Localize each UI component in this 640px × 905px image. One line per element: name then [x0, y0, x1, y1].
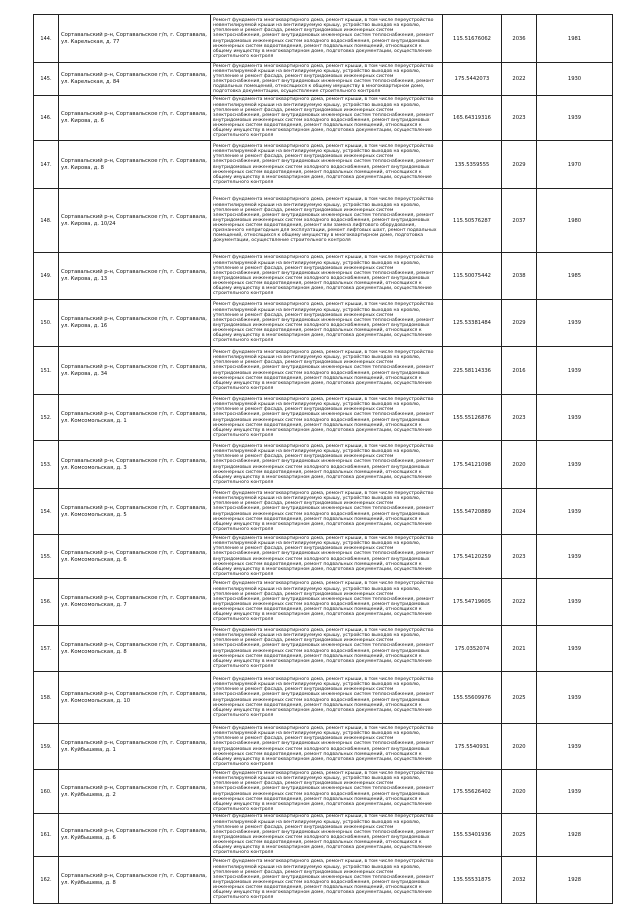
row-cost: 175.54121098	[443, 441, 502, 489]
row-plan-year: 2022	[502, 579, 537, 626]
table-row	[34, 535, 613, 579]
row-build-year: 1985	[537, 253, 613, 300]
row-plan-year: 2029	[502, 300, 537, 347]
row-works: Ремонт фундамента многоквартирного дома, ремонт крыши, в том числе переустройство невентилируемой крыши на вентилируемую крышу, устройство выходов на кровлю, утепление и ремонт фасада, ремонт внутридомовых инженерных систем электроснабжения, ремонт внутридомовых инженерных систем теплоснабжения, ремонт внутридомовых инженерных систем холодного водоснабжения, ремонт внутридомовых инженерных систем водоотведения, ремонт подвальных помещений, относящихся к общему имуществу в многоквартирном доме, подготовка документации, осуществление строительного контроля	[211, 141, 443, 189]
row-address: Сортавальский р-н, Сортавальское г/п, г. Сортавала, ул. Куйбышева, д. 2	[59, 770, 211, 814]
table-row	[34, 63, 613, 96]
table-row	[34, 814, 613, 857]
row-build-year: 1928	[537, 814, 613, 857]
row-number: 154.	[34, 489, 59, 535]
row-cost: 135.5359555	[443, 141, 502, 189]
row-build-year: 1939	[537, 489, 613, 535]
row-build-year: 1970	[537, 141, 613, 189]
row-cost: 115.50576287	[443, 189, 502, 253]
row-works: Ремонт фундамента многоквартирного дома, ремонт крыши, в том числе переустройство невентилируемой крыши на вентилируемую крышу, устройство выходов на кровлю, утепление и ремонт фасада, ремонт внутридомовых инженерных систем электроснабжения, ремонт внутридомовых инженерных систем теплоснабжения, ремонт внутридомовых инженерных систем холодного водоснабжения, ремонт внутридомовых инженерных систем водоотведения, ремонт подвальных помещений, относящихся к общему имуществу в многоквартирном доме, подготовка документации, осуществление строительного контроля	[211, 347, 443, 395]
row-address: Сортавальский р-н, Сортавальское г/п, г. Сортавала, ул. Куйбышева, д. 1	[59, 724, 211, 770]
row-plan-year: 2021	[502, 626, 537, 672]
row-works: Ремонт фундамента многоквартирного дома, ремонт крыши, в том числе переустройство невентилируемой крыши на вентилируемую крышу, устройство выходов на кровлю, утепление и ремонт фасада, ремонт внутридомовых инженерных систем электроснабжения, ремонт внутридомовых инженерных систем теплоснабжения, ремонт внутридомовых инженерных систем холодного водоснабжения, ремонт внутридомовых инженерных систем водоотведения, ремонт подвальных помещений, относящихся к общему имуществу в многоквартирном доме, подготовка документации, осуществление строительного контроля	[211, 15, 443, 63]
row-build-year: 1939	[537, 579, 613, 626]
table-row	[34, 253, 613, 300]
row-plan-year: 2038	[502, 253, 537, 300]
row-number: 145.	[34, 63, 59, 96]
row-address: Сортавальский р-н, Сортавальское г/п, г. Сортавала, ул. Кирова, д. 10/24	[59, 189, 211, 253]
row-cost: 175.0352074	[443, 626, 502, 672]
row-number: 144.	[34, 15, 59, 63]
row-cost: 115.51676062	[443, 15, 502, 63]
row-works: Ремонт фундамента многоквартирного дома, ремонт крыши, в том числе переустройство невентилируемой крыши на вентилируемую крышу, устройство выходов на кровлю, утепление и ремонт фасада, ремонт внутридомовых инженерных систем электроснабжения, ремонт внутридомовых инженерных систем теплоснабжения, ремонт внутридомовых инженерных систем холодного водоснабжения, ремонт внутридомовых инженерных систем водоотведения, ремонт подвальных помещений, относящихся к общему имуществу в многоквартирном доме, подготовка документации, осуществление строительного контроля	[211, 96, 443, 141]
row-works: Ремонт фундамента многоквартирного дома, ремонт крыши, в том числе переустройство невентилируемой крыши на вентилируемую крышу, устройство выходов на кровлю, утепление и ремонт фасада, ремонт внутридомовых инженерных систем электроснабжения, ремонт внутридомовых инженерных систем теплоснабжения, ремонт подвальных помещений, относящихся к общему имуществу в многоквартирном доме, подготовка документации, осуществление строительного контроля	[211, 63, 443, 96]
table-row	[34, 395, 613, 441]
row-plan-year: 2025	[502, 814, 537, 857]
row-address: Сортавальский р-н, Сортавальское г/п, г. Сортавала, ул. Куйбышева, д. 6	[59, 814, 211, 857]
row-address: Сортавальский р-н, Сортавальское г/п, г. Сортавала, ул. Кирова, д. 16	[59, 300, 211, 347]
row-build-year: 1939	[537, 441, 613, 489]
row-build-year: 1930	[537, 63, 613, 96]
row-cost: 135.55531875	[443, 857, 502, 904]
table-row	[34, 441, 613, 489]
row-build-year: 1981	[537, 15, 613, 63]
row-number: 156.	[34, 579, 59, 626]
row-address: Сортавальский р-н, Сортавальское г/п, г. Сортавала, ул. Комсомольская, д. 5	[59, 489, 211, 535]
row-address: Сортавальский р-н, Сортавальское г/п, г. Сортавала, ул. Карельская, д. 77	[59, 15, 211, 63]
row-works: Ремонт фундамента многоквартирного дома, ремонт крыши, в том числе переустройство невентилируемой крыши на вентилируемую крышу, устройство выходов на кровлю, утепление и ремонт фасада, ремонт внутридомовых инженерных систем электроснабжения, ремонт внутридомовых инженерных систем теплоснабжения, ремонт внутридомовых инженерных систем холодного водоснабжения, ремонт внутридомовых инженерных систем водоотведения, ремонт подвальных помещений, относящихся к общему имуществу в многоквартирном доме, подготовка документации, осуществление строительного контроля	[211, 300, 443, 347]
row-address: Сортавальский р-н, Сортавальское г/п, г. Сортавала, ул. Карельская, д. 84	[59, 63, 211, 96]
row-address: Сортавальский р-н, Сортавальское г/п, г. Сортавала, ул. Кирова, д. 8	[59, 141, 211, 189]
table-row	[34, 489, 613, 535]
row-works: Ремонт фундамента многоквартирного дома, ремонт крыши, в том числе переустройство невентилируемой крыши на вентилируемую крышу, устройство выходов на кровлю, утепление и ремонт фасада, ремонт внутридомовых инженерных систем электроснабжения, ремонт внутридомовых инженерных систем теплоснабжения, ремонт внутридомовых инженерных систем холодного водоснабжения, ремонт внутридомовых инженерных систем водоотведения, ремонт подвальных помещений, относящихся к общему имуществу в многоквартирном доме, подготовка документации, осуществление строительного контроля	[211, 626, 443, 672]
row-cost: 155.55609976	[443, 672, 502, 724]
row-cost: 175.54120259	[443, 535, 502, 579]
row-works: Ремонт фундамента многоквартирного дома, ремонт крыши, в том числе переустройство невентилируемой крыши на вентилируемую крышу, устройство выходов на кровлю, утепление и ремонт фасада, ремонт внутридомовых инженерных систем электроснабжения, ремонт внутридомовых инженерных систем теплоснабжения, ремонт внутридомовых инженерных систем холодного водоснабжения, ремонт внутридомовых инженерных систем водоотведения, ремонт подвальных помещений, относящихся к общему имуществу в многоквартирном доме, подготовка документации, осуществление строительного контроля	[211, 489, 443, 535]
row-address: Сортавальский р-н, Сортавальское г/п, г. Сортавала, ул. Кирова, д. 6	[59, 96, 211, 141]
row-address: Сортавальский р-н, Сортавальское г/п, г. Сортавала, ул. Кирова, д. 13	[59, 253, 211, 300]
table-row	[34, 724, 613, 770]
row-cost: 155.55126876	[443, 395, 502, 441]
row-number: 151.	[34, 347, 59, 395]
row-cost: 165.64319316	[443, 96, 502, 141]
row-number: 147.	[34, 141, 59, 189]
row-number: 158.	[34, 672, 59, 724]
row-plan-year: 2036	[502, 15, 537, 63]
row-works: Ремонт фундамента многоквартирного дома, ремонт крыши, в том числе переустройство невентилируемой крыши на вентилируемую крышу, устройство выходов на кровлю, утепление и ремонт фасада, ремонт внутридомовых инженерных систем электроснабжения, ремонт внутридомовых инженерных систем теплоснабжения, ремонт внутридомовых инженерных систем холодного водоснабжения, ремонт внутридомовых инженерных систем водоотведения, ремонт подвальных помещений, относящихся к общему имуществу в многоквартирном доме, подготовка документации, осуществление строительного контроля	[211, 579, 443, 626]
row-address: Сортавальский р-н, Сортавальское г/п, г. Сортавала, ул. Куйбышева, д. 8	[59, 857, 211, 904]
row-number: 146.	[34, 96, 59, 141]
row-number: 152.	[34, 395, 59, 441]
row-cost: 125.53381484	[443, 300, 502, 347]
row-number: 148.	[34, 189, 59, 253]
table-row	[34, 672, 613, 724]
row-plan-year: 2020	[502, 724, 537, 770]
row-address: Сортавальский р-н, Сортавальское г/п, г. Сортавала, ул. Комсомольская, д. 10	[59, 672, 211, 724]
row-build-year: 1939	[537, 300, 613, 347]
row-works: Ремонт фундамента многоквартирного дома, ремонт крыши, в том числе переустройство невентилируемой крыши на вентилируемую крышу, устройство выходов на кровлю, утепление и ремонт фасада, ремонт внутридомовых инженерных систем электроснабжения, ремонт внутридомовых инженерных систем теплоснабжения, ремонт внутридомовых инженерных систем холодного водоснабжения, ремонт внутридомовых инженерных систем водоотведения, ремонт подвальных помещений, относящихся к общему имуществу в многоквартирном доме, подготовка документации, осуществление строительного контроля	[211, 672, 443, 724]
row-address: Сортавальский р-н, Сортавальское г/п, г. Сортавала, ул. Комсомольская, д. 8	[59, 626, 211, 672]
row-works: Ремонт фундамента многоквартирного дома, ремонт крыши, в том числе переустройство невентилируемой крыши на вентилируемую крышу, устройство выходов на кровлю, утепление и ремонт фасада, ремонт внутридомовых инженерных систем электроснабжения, ремонт внутридомовых инженерных систем теплоснабжения, ремонт внутридомовых инженерных систем холодного водоснабжения, ремонт внутридомовых инженерных систем водоотведения, ремонт или замена лифтового оборудования, признанного непригодным для эксплуатации, ремонт лифтовых шахт, ремонт подвальных помещений, относящихся к общему имуществу в многоквартирном доме, подготовка документации, осуществление строительного контроля	[211, 189, 443, 253]
table-body	[34, 15, 613, 904]
row-number: 161.	[34, 814, 59, 857]
row-number: 159.	[34, 724, 59, 770]
row-address: Сортавальский р-н, Сортавальское г/п, г. Сортавала, ул. Комсомольская, д. 7	[59, 579, 211, 626]
row-plan-year: 2029	[502, 141, 537, 189]
capital-repair-table	[33, 14, 613, 904]
table-row	[34, 347, 613, 395]
row-plan-year: 2022	[502, 63, 537, 96]
table-row	[34, 189, 613, 253]
row-cost: 225.58114336	[443, 347, 502, 395]
row-plan-year: 2023	[502, 395, 537, 441]
row-cost: 175.5442073	[443, 63, 502, 96]
row-number: 150.	[34, 300, 59, 347]
row-build-year: 1939	[537, 626, 613, 672]
row-plan-year: 2020	[502, 770, 537, 814]
row-cost: 115.50075442	[443, 253, 502, 300]
table-row	[34, 96, 613, 141]
table-row	[34, 857, 613, 904]
row-build-year: 1928	[537, 857, 613, 904]
row-build-year: 1939	[537, 672, 613, 724]
row-works: Ремонт фундамента многоквартирного дома, ремонт крыши, в том числе переустройство невентилируемой крыши на вентилируемую крышу, устройство выходов на кровлю, утепление и ремонт фасада, ремонт внутридомовых инженерных систем электроснабжения, ремонт внутридомовых инженерных систем теплоснабжения, ремонт внутридомовых инженерных систем холодного водоснабжения, ремонт внутридомовых инженерных систем водоотведения, ремонт подвальных помещений, относящихся к общему имуществу в многоквартирном доме, подготовка документации, осуществление строительного контроля	[211, 441, 443, 489]
row-cost: 155.53401936	[443, 814, 502, 857]
row-works: Ремонт фундамента многоквартирного дома, ремонт крыши, в том числе переустройство невентилируемой крыши на вентилируемую крышу, устройство выходов на кровлю, утепление и ремонт фасада, ремонт внутридомовых инженерных систем электроснабжения, ремонт внутридомовых инженерных систем теплоснабжения, ремонт внутридомовых инженерных систем холодного водоснабжения, ремонт внутридомовых инженерных систем водоотведения, ремонт подвальных помещений, относящихся к общему имуществу в многоквартирном доме, подготовка документации, осуществление строительного контроля	[211, 724, 443, 770]
row-plan-year: 2023	[502, 535, 537, 579]
table-row	[34, 300, 613, 347]
row-plan-year: 2016	[502, 347, 537, 395]
row-build-year: 1939	[537, 96, 613, 141]
row-works: Ремонт фундамента многоквартирного дома, ремонт крыши, в том числе переустройство невентилируемой крыши на вентилируемую крышу, устройство выходов на кровлю, утепление и ремонт фасада, ремонт внутридомовых инженерных систем электроснабжения, ремонт внутридомовых инженерных систем теплоснабжения, ремонт внутридомовых инженерных систем холодного водоснабжения, ремонт внутридомовых инженерных систем водоотведения, ремонт подвальных помещений, относящихся к общему имуществу в многоквартирном доме, подготовка документации, осуществление строительного контроля	[211, 535, 443, 579]
row-address: Сортавальский р-н, Сортавальское г/п, г. Сортавала, ул. Комсомольская, д. 6	[59, 535, 211, 579]
row-works: Ремонт фундамента многоквартирного дома, ремонт крыши, в том числе переустройство невентилируемой крыши на вентилируемую крышу, устройство выходов на кровлю, утепление и ремонт фасада, ремонт внутридомовых инженерных систем электроснабжения, ремонт внутридомовых инженерных систем теплоснабжения, ремонт внутридомовых инженерных систем холодного водоснабжения, ремонт внутридомовых инженерных систем водоотведения, ремонт подвальных помещений, относящихся к общему имуществу в многоквартирном доме, подготовка документации, осуществление строительного контроля	[211, 395, 443, 441]
row-number: 162.	[34, 857, 59, 904]
row-number: 157.	[34, 626, 59, 672]
table-row	[34, 626, 613, 672]
row-number: 155.	[34, 535, 59, 579]
row-works: Ремонт фундамента многоквартирного дома, ремонт крыши, в том числе переустройство невентилируемой крыши на вентилируемую крышу, устройство выходов на кровлю, утепление и ремонт фасада, ремонт внутридомовых инженерных систем электроснабжения, ремонт внутридомовых инженерных систем теплоснабжения, ремонт внутридомовых инженерных систем холодного водоснабжения, ремонт внутридомовых инженерных систем водоотведения, ремонт подвальных помещений, относящихся к общему имуществу в многоквартирном доме, подготовка документации, осуществление строительного контроля	[211, 253, 443, 300]
row-address: Сортавальский р-н, Сортавальское г/п, г. Сортавала, ул. Комсомольская, д. 1	[59, 395, 211, 441]
row-build-year: 1939	[537, 395, 613, 441]
row-address: Сортавальский р-н, Сортавальское г/п, г. Сортавала, ул. Комсомольская, д. 3	[59, 441, 211, 489]
row-cost: 175.5540931	[443, 724, 502, 770]
row-number: 153.	[34, 441, 59, 489]
table-row	[34, 15, 613, 63]
row-build-year: 1939	[537, 535, 613, 579]
row-build-year: 1939	[537, 347, 613, 395]
row-cost: 175.54719605	[443, 579, 502, 626]
table-row	[34, 579, 613, 626]
row-plan-year: 2025	[502, 672, 537, 724]
row-number: 149.	[34, 253, 59, 300]
row-plan-year: 2032	[502, 857, 537, 904]
row-plan-year: 2024	[502, 489, 537, 535]
row-works: Ремонт фундамента многоквартирного дома, ремонт крыши, в том числе переустройство невентилируемой крыши на вентилируемую крышу, устройство выходов на кровлю, утепление и ремонт фасада, ремонт внутридомовых инженерных систем электроснабжения, ремонт внутридомовых инженерных систем теплоснабжения, ремонт внутридомовых инженерных систем холодного водоснабжения, ремонт внутридомовых инженерных систем водоотведения, ремонт подвальных помещений, относящихся к общему имуществу в многоквартирном доме, подготовка документации, осуществление строительного контроля	[211, 770, 443, 814]
row-works: Ремонт фундамента многоквартирного дома, ремонт крыши, в том числе переустройство невентилируемой крыши на вентилируемую крышу, устройство выходов на кровлю, утепление и ремонт фасада, ремонт внутридомовых инженерных систем электроснабжения, ремонт внутридомовых инженерных систем теплоснабжения, ремонт внутридомовых инженерных систем холодного водоснабжения, ремонт внутридомовых инженерных систем водоотведения, ремонт подвальных помещений, относящихся к общему имуществу в многоквартирном доме, подготовка документации, осуществление строительного контроля	[211, 814, 443, 857]
table-row	[34, 770, 613, 814]
table-row	[34, 141, 613, 189]
row-works: Ремонт фундамента многоквартирного дома, ремонт крыши, в том числе переустройство невентилируемой крыши на вентилируемую крышу, устройство выходов на кровлю, утепление и ремонт фасада, ремонт внутридомовых инженерных систем электроснабжения, ремонт внутридомовых инженерных систем теплоснабжения, ремонт внутридомовых инженерных систем холодного водоснабжения, ремонт внутридомовых инженерных систем водоотведения, ремонт подвальных помещений, относящихся к общему имуществу в многоквартирном доме, подготовка документации, осуществление строительного контроля	[211, 857, 443, 904]
row-plan-year: 2020	[502, 441, 537, 489]
row-number: 160.	[34, 770, 59, 814]
row-address: Сортавальский р-н, Сортавальское г/п, г. Сортавала, ул. Кирова, д. 34	[59, 347, 211, 395]
row-cost: 175.55626402	[443, 770, 502, 814]
row-build-year: 1939	[537, 724, 613, 770]
row-cost: 155.54720889	[443, 489, 502, 535]
row-build-year: 1939	[537, 770, 613, 814]
row-build-year: 1980	[537, 189, 613, 253]
row-plan-year: 2037	[502, 189, 537, 253]
row-plan-year: 2023	[502, 96, 537, 141]
